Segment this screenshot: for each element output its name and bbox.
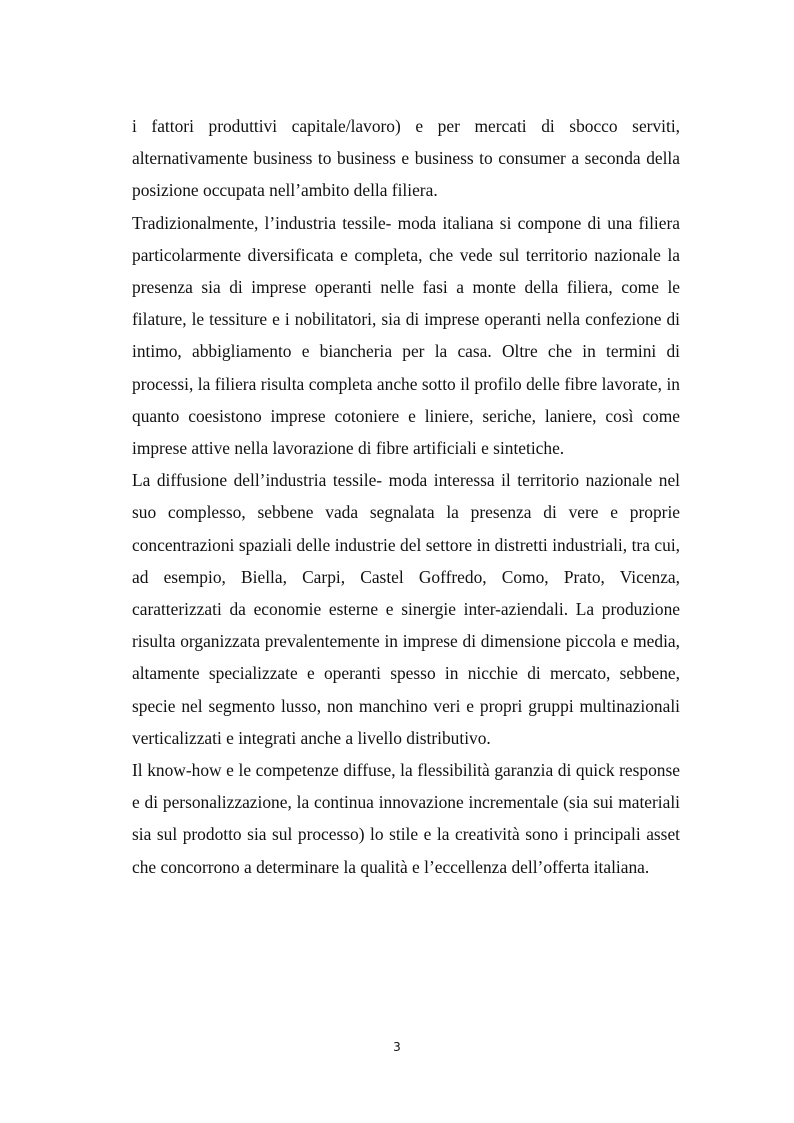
paragraph-1: i fattori produttivi capitale/lavoro) e per mercati di sbocco serviti, alternativamente business to business e business to consumer a seconda della posizione occupata nell’ambito della filiera. [132, 116, 680, 201]
paragraph-4: Il know-how e le competenze diffuse, la flessibilità garanzia di quick response e di personalizzazione, la continua innovazione incrementale (sia sui materiali sia sul prodotto sia sul processo) lo stile e la creatività sono i principali asset che concorrono a determinare la qualità e l’eccellenza dell’offerta italiana. [132, 760, 680, 877]
paragraph-3: La diffusione dell’industria tessile- moda interessa il territorio nazionale nel suo complesso, sebbene vada segnalata la presenza di vere e proprie concentrazioni spaziali delle industrie del settore in distretti industriali, tra cui, ad esempio, Biella, Carpi, Castel Goffredo, Como, Prato, Vicenza, caratterizzati da economie esterne e sinergie inter-aziendali. La produzione risulta organizzata prevalentemente in imprese di dimensione piccola e media, altamente specializzate e operanti spesso in nicchie di mercato, sebbene, specie nel segmento lusso, non manchino veri e propri gruppi multinazionali verticalizzati e integrati anche a livello distributivo. [132, 470, 680, 748]
paragraph-2: Tradizionalmente, l’industria tessile- moda italiana si compone di una filiera particolarmente diversificata e completa, che vede sul territorio nazionale la presenza sia di imprese operanti nelle fasi a monte della filiera, come le filature, le tessiture e i nobilitatori, sia di imprese operanti nella confezione di intimo, abbigliamento e biancheria per la casa. Oltre che in termini di processi, la filiera risulta completa anche sotto il profilo delle fibre lavorate, in quanto coesistono imprese cotoniere e liniere, seriche, laniere, così come imprese attive nella lavorazione di fibre artificiali e sintetiche. [132, 212, 680, 459]
page-number: 3 [393, 1040, 401, 1054]
document-body [132, 110, 680, 883]
